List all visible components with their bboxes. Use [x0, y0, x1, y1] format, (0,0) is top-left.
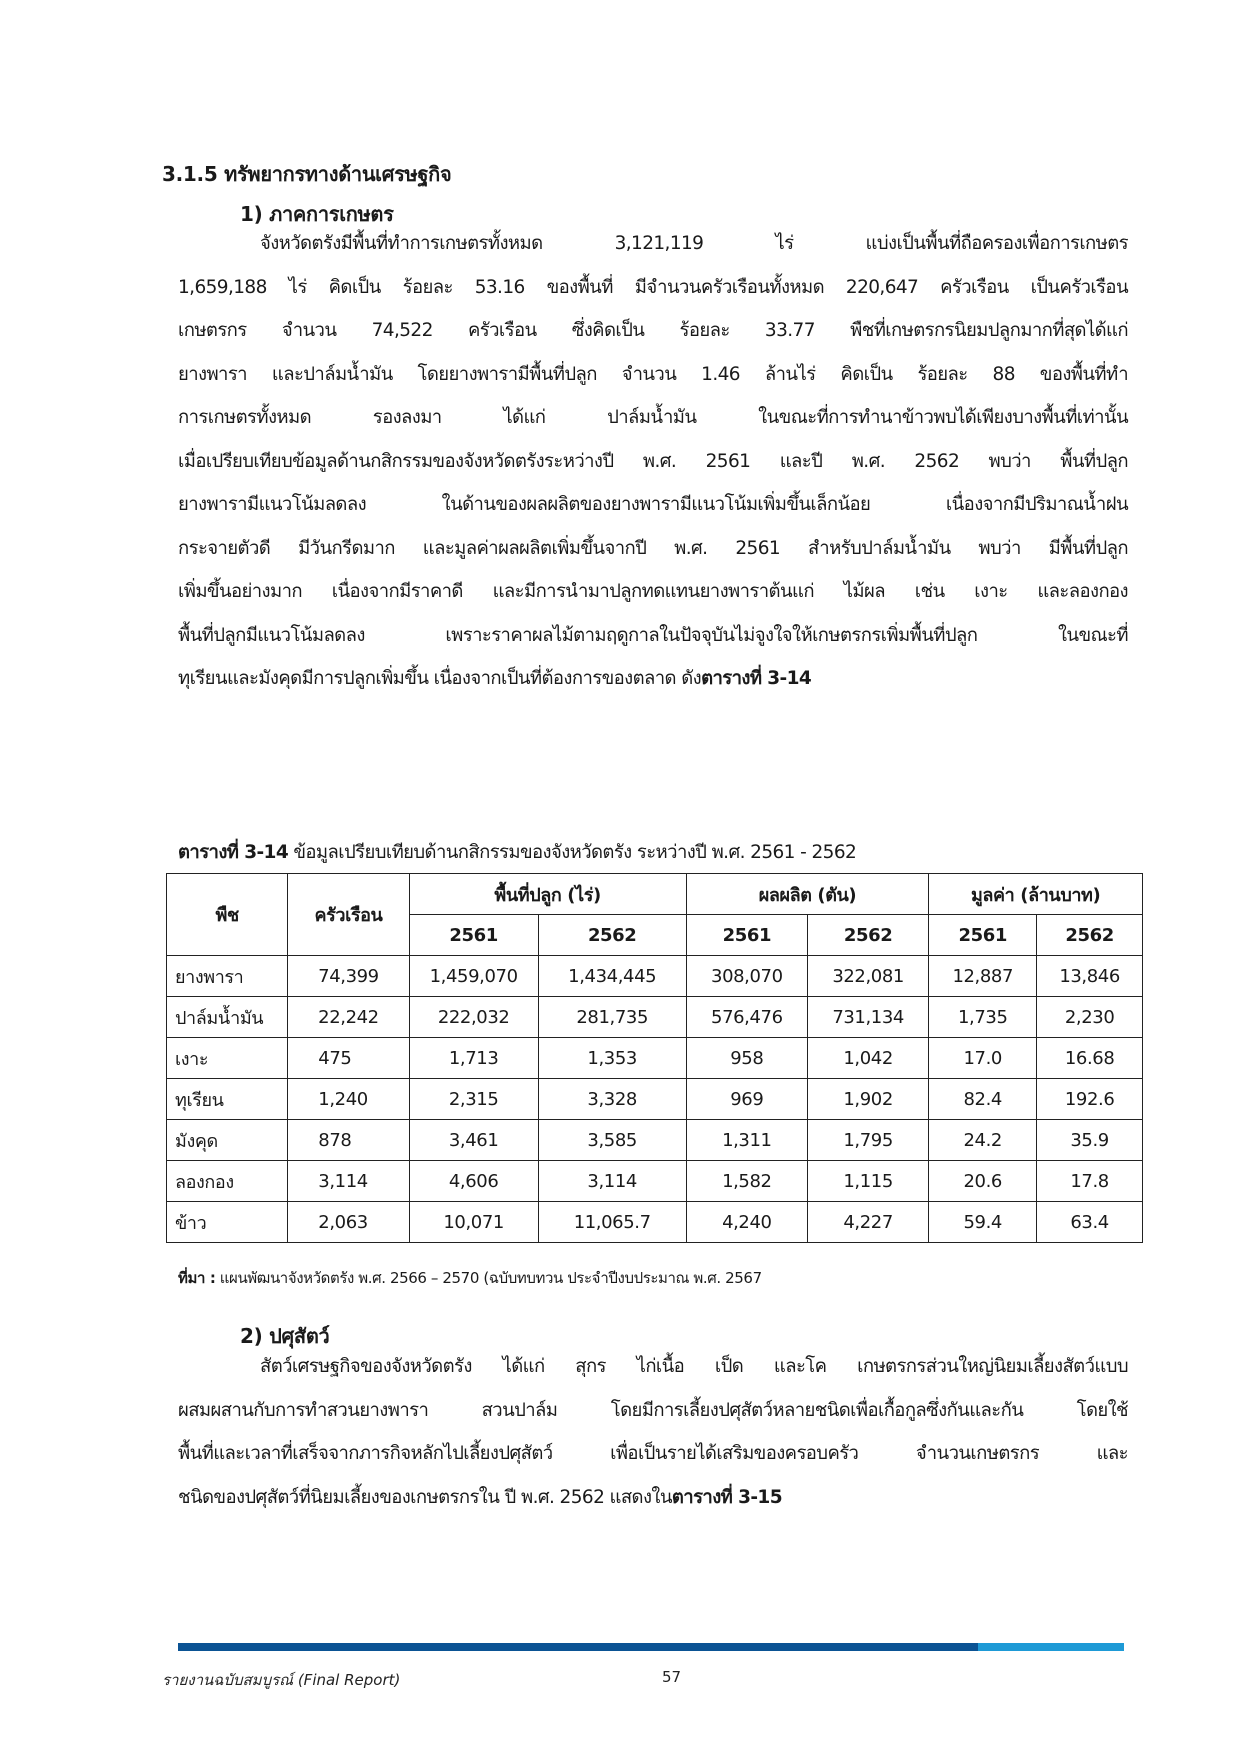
table-row — [167, 1120, 1143, 1161]
header-output-2562: 2562 — [807, 915, 928, 956]
cell-crop: ข้าว — [167, 1202, 288, 1243]
paragraph-line: เพิ่มขึ้นอย่างมาก เนื่องจากมีราคาดี และมีการนำมาปลูกทดแทนยางพาราต้นแก่ ไม้ผล เช่น เงาะ และลองกอง — [178, 581, 1128, 602]
table-caption-text: ข้อมูลเปรียบเทียบด้านกสิกรรมของจังหวัดตรัง ระหว่างปี พ.ศ. 2561 - 2562 — [288, 842, 857, 863]
cell-crop: มังคุด — [167, 1120, 288, 1161]
cell-households: 3,114 — [288, 1161, 409, 1202]
cell-area-2561: 222,032 — [409, 997, 538, 1038]
cell-output-2562: 1,042 — [807, 1038, 928, 1079]
cell-area-2561: 10,071 — [409, 1202, 538, 1243]
cell-value-2562: 17.8 — [1037, 1161, 1143, 1202]
paragraph-line: พื้นที่ปลูกมีแนวโน้มลดลง เพราะราคาผลไม้ตามฤดูกาลในปัจจุบันไม่จูงใจให้เกษตรกรเพิ่มพื้นที่ปลูก ในขณะที่ — [178, 624, 1128, 646]
cell-households: 2,063 — [288, 1202, 409, 1243]
cell-value-2562: 13,846 — [1037, 956, 1143, 997]
cell-area-2562: 281,735 — [538, 997, 686, 1038]
paragraph-line: จังหวัดตรังมีพื้นที่ทำการเกษตรทั้งหมด 3,121,119 ไร่ แบ่งเป็นพื้นที่ถือครองเพื่อการเกษตร — [260, 233, 1128, 254]
table-row — [167, 956, 1143, 997]
paragraph-line: พื้นที่และเวลาที่เสร็จจากภารกิจหลักไปเลี้ยงปศุสัตว์ เพื่อเป็นรายได้เสริมของครอบครัว จำนวนเกษตรกร และ — [178, 1443, 1128, 1464]
paragraph-line: การเกษตรทั้งหมด รองลงมา ได้แก่ ปาล์มน้ำมัน ในขณะที่การทำนาข้าวพบได้เพียงบางพื้นที่เท่านั้น — [178, 407, 1128, 428]
cell-households: 74,399 — [288, 956, 409, 997]
agriculture-paragraph — [178, 222, 1128, 701]
table-row — [167, 1161, 1143, 1202]
cell-value-2561: 1,735 — [929, 997, 1037, 1038]
paragraph-line: ยางพารา และปาล์มน้ำมัน โดยยางพารามีพื้นที่ปลูก จำนวน 1.46 ล้านไร่ คิดเป็น ร้อยละ 88 ของพื้นที่ทำ — [178, 363, 1128, 385]
cell-value-2561: 59.4 — [929, 1202, 1037, 1243]
header-output: ผลผลิต (ตัน) — [686, 874, 929, 915]
cell-area-2562: 11,065.7 — [538, 1202, 686, 1243]
table-row — [167, 1202, 1143, 1243]
cell-value-2562: 2,230 — [1037, 997, 1143, 1038]
cell-output-2562: 4,227 — [807, 1202, 928, 1243]
table-body — [167, 956, 1143, 1243]
cell-households: 878 — [288, 1120, 409, 1161]
cell-value-2562: 63.4 — [1037, 1202, 1143, 1243]
subsection-heading-livestock: 2) ปศุสัตว์ — [240, 1324, 330, 1348]
cell-households: 475 — [288, 1038, 409, 1079]
paragraph-line: ยางพารามีแนวโน้มลดลง ในด้านของผลผลิตของยางพารามีแนวโน้มเพิ่มขึ้นเล็กน้อย เนื่องจากมีปริมาณน้ำฝน — [178, 494, 1128, 515]
footer-report-title: รายงานฉบับสมบูรณ์ (Final Report) — [162, 1671, 401, 1689]
cell-output-2562: 1,902 — [807, 1079, 928, 1120]
table-row — [167, 1079, 1143, 1120]
cell-output-2561: 4,240 — [686, 1202, 807, 1243]
cell-area-2562: 3,585 — [538, 1120, 686, 1161]
cell-output-2561: 969 — [686, 1079, 807, 1120]
cell-output-2562: 1,115 — [807, 1161, 928, 1202]
cell-area-2562: 1,434,445 — [538, 956, 686, 997]
header-value-2561: 2561 — [929, 915, 1037, 956]
cell-area-2562: 3,328 — [538, 1079, 686, 1120]
table-row — [167, 1038, 1143, 1079]
header-value: มูลค่า (ล้านบาท) — [929, 874, 1143, 915]
cell-crop: ยางพารา — [167, 956, 288, 997]
cell-area-2561: 1,713 — [409, 1038, 538, 1079]
source-label: ที่มา : — [178, 1269, 216, 1287]
cell-area-2561: 4,606 — [409, 1161, 538, 1202]
paragraph-text: ทุเรียนและมังคุดมีการปลูกเพิ่มขึ้น เนื่องจากเป็นที่ต้องการของตลาด ดัง — [178, 668, 702, 689]
source-text: แผนพัฒนาจังหวัดตรัง พ.ศ. 2566 – 2570 (ฉบับทบทวน ประจำปีงบประมาณ พ.ศ. 2567 — [215, 1269, 762, 1287]
footer-divider-bar — [178, 1643, 1124, 1651]
header-crop: พืช — [167, 874, 288, 956]
cell-crop: ปาล์มน้ำมัน — [167, 997, 288, 1038]
cell-value-2562: 35.9 — [1037, 1120, 1143, 1161]
table-row — [167, 997, 1143, 1038]
paragraph-line: เกษตรกร จำนวน 74,522 ครัวเรือน ซึ่งคิดเป็น ร้อยละ 33.77 พืชที่เกษตรกรนิยมปลูกมากที่สุดได้แก่ — [178, 320, 1128, 341]
section-heading: 3.1.5 ทรัพยากรทางด้านเศรษฐกิจ — [162, 162, 452, 186]
paragraph-line-last — [178, 657, 1128, 701]
cell-output-2562: 1,795 — [807, 1120, 928, 1161]
header-area-2562: 2562 — [538, 915, 686, 956]
header-output-2561: 2561 — [686, 915, 807, 956]
cell-crop: ลองกอง — [167, 1161, 288, 1202]
cell-output-2562: 322,081 — [807, 956, 928, 997]
cell-area-2561: 2,315 — [409, 1079, 538, 1120]
cell-value-2561: 82.4 — [929, 1079, 1037, 1120]
subsection-heading-agriculture: 1) ภาคการเกษตร — [240, 202, 394, 226]
table-reference-link[interactable]: ตารางที่ 3-14 — [701, 668, 812, 689]
paragraph-line: ผสมผสานกับการทำสวนยางพารา สวนปาล์ม โดยมีการเลี้ยงปศุสัตว์หลายชนิดเพื่อเกื้อกูลซึ่งกันและกัน โดยใช้ — [178, 1399, 1128, 1421]
cell-value-2561: 24.2 — [929, 1120, 1037, 1161]
paragraph-text: ชนิดของปศุสัตว์ที่นิยมเลี้ยงของเกษตรกรใน ปี พ.ศ. 2562 แสดงใน — [178, 1486, 672, 1508]
cell-value-2561: 12,887 — [929, 956, 1037, 997]
cell-value-2562: 16.68 — [1037, 1038, 1143, 1079]
cell-output-2562: 731,134 — [807, 997, 928, 1038]
table-caption-label: ตารางที่ 3-14 — [178, 842, 289, 863]
cell-value-2561: 17.0 — [929, 1038, 1037, 1079]
header-value-2562: 2562 — [1037, 915, 1143, 956]
cell-crop: ทุเรียน — [167, 1079, 288, 1120]
paragraph-line: กระจายตัวดี มีวันกรีดมาก และมูลค่าผลผลิตเพิ่มขึ้นจากปี พ.ศ. 2561 สำหรับปาล์มน้ำมัน พบว่า มีพื้นที่ปลูก — [178, 537, 1128, 559]
header-area-2561: 2561 — [409, 915, 538, 956]
cell-output-2561: 308,070 — [686, 956, 807, 997]
cell-area-2562: 3,114 — [538, 1161, 686, 1202]
paragraph-line: สัตว์เศรษฐกิจของจังหวัดตรัง ได้แก่ สุกร ไก่เนื้อ เป็ด และโค เกษตรกรส่วนใหญ่นิยมเลี้ยงสัตว์แบบ — [260, 1356, 1128, 1377]
table-reference-link[interactable]: ตารางที่ 3-15 — [671, 1486, 782, 1508]
cell-output-2561: 958 — [686, 1038, 807, 1079]
livestock-paragraph — [178, 1345, 1128, 1519]
agriculture-comparison-table — [166, 873, 1143, 1243]
cell-crop: เงาะ — [167, 1038, 288, 1079]
header-area: พื้นที่ปลูก (ไร่) — [409, 874, 686, 915]
table-source-note — [178, 1266, 762, 1290]
page-number: 57 — [662, 1668, 682, 1686]
cell-output-2561: 1,311 — [686, 1120, 807, 1161]
header-households: ครัวเรือน — [288, 874, 409, 956]
paragraph-line: เมื่อเปรียบเทียบข้อมูลด้านกสิกรรมของจังหวัดตรังระหว่างปี พ.ศ. 2561 และปี พ.ศ. 2562 พบว่า พื้นที่ปลูก — [178, 450, 1128, 472]
paragraph-line-last — [178, 1476, 1128, 1520]
footer-bar-dark-segment — [178, 1643, 978, 1651]
cell-value-2561: 20.6 — [929, 1161, 1037, 1202]
cell-area-2562: 1,353 — [538, 1038, 686, 1079]
cell-output-2561: 576,476 — [686, 997, 807, 1038]
cell-area-2561: 3,461 — [409, 1120, 538, 1161]
cell-value-2562: 192.6 — [1037, 1079, 1143, 1120]
cell-households: 1,240 — [288, 1079, 409, 1120]
table-caption — [178, 838, 856, 867]
cell-output-2561: 1,582 — [686, 1161, 807, 1202]
cell-area-2561: 1,459,070 — [409, 956, 538, 997]
cell-households: 22,242 — [288, 997, 409, 1038]
footer-bar-light-segment — [978, 1643, 1124, 1651]
paragraph-line: 1,659,188 ไร่ คิดเป็น ร้อยละ 53.16 ของพื้นที่ มีจำนวนครัวเรือนทั้งหมด 220,647 ครัวเรือน เป็นครัวเรือน — [178, 276, 1128, 298]
